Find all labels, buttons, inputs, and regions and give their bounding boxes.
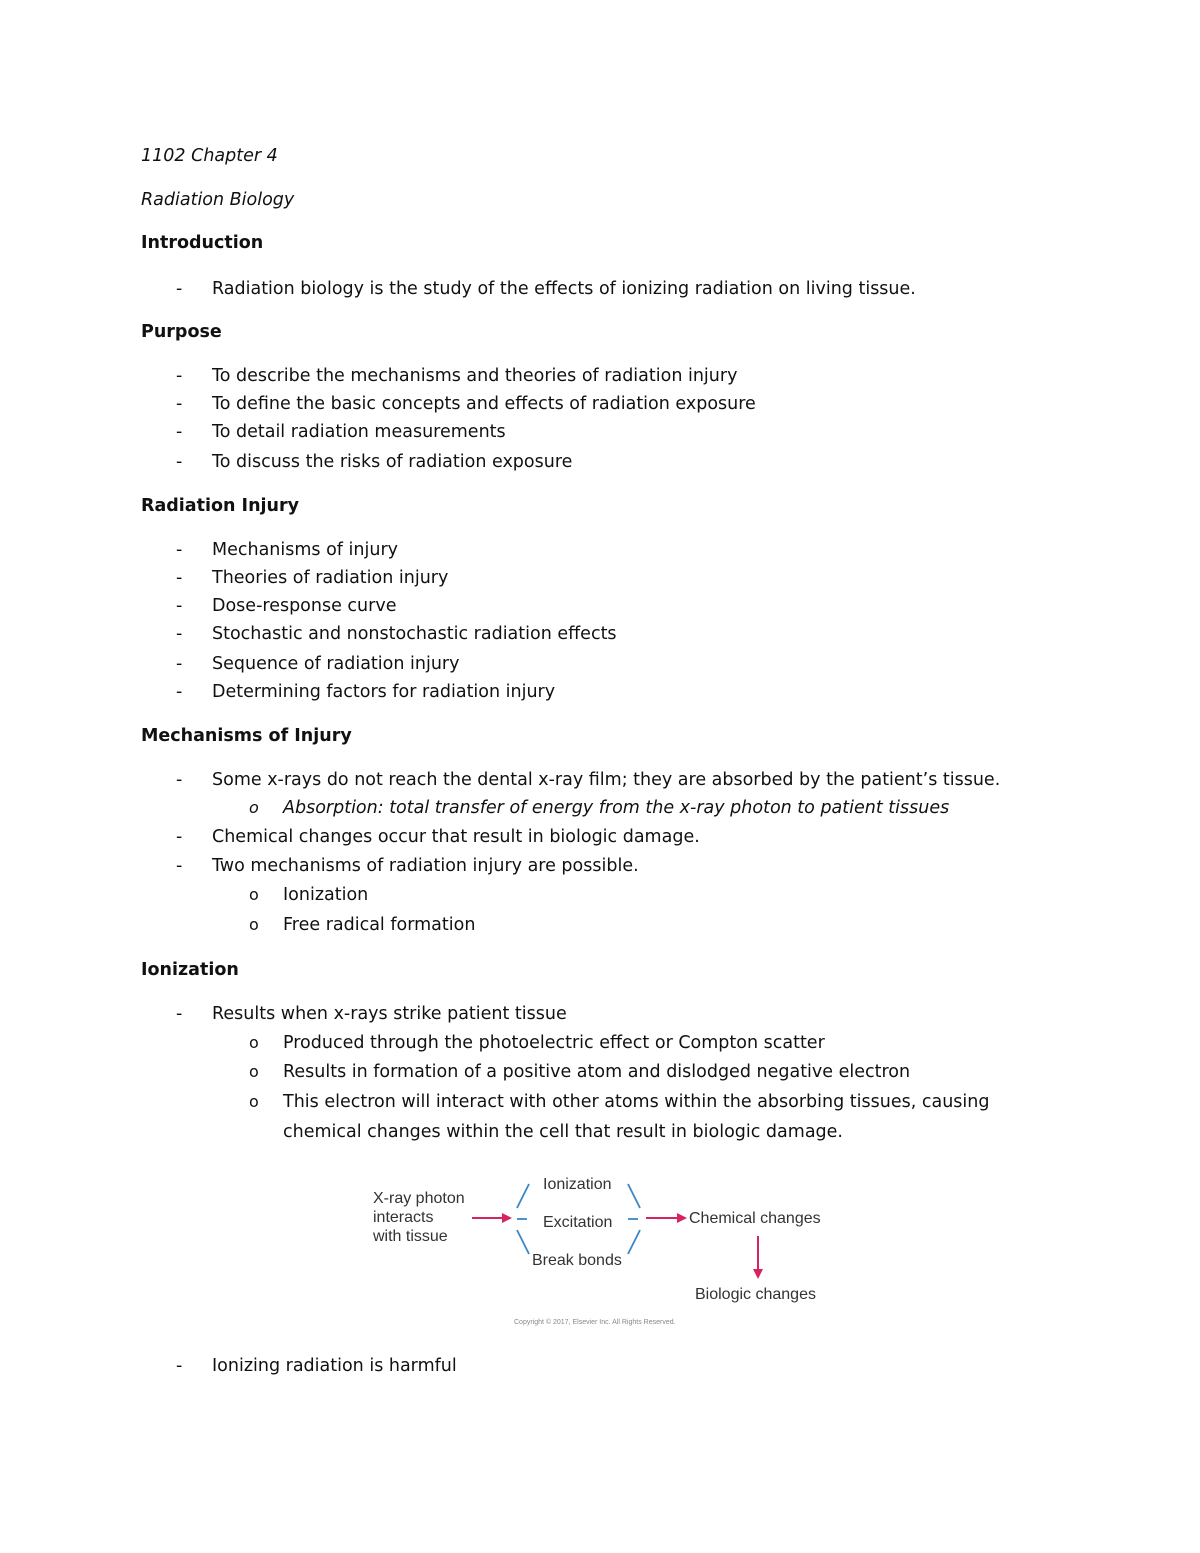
list-item: To detail radiation measurements xyxy=(212,422,506,442)
bullet-dash: - xyxy=(176,1356,183,1376)
bullet-dash: - xyxy=(176,279,183,299)
bullet-dash: - xyxy=(176,682,183,702)
list-item: Chemical changes occur that result in biologic damage. xyxy=(212,827,700,847)
bullet-o: o xyxy=(249,915,259,934)
bullet-dash: - xyxy=(176,1004,183,1024)
bullet-dash: - xyxy=(176,568,183,588)
sub-list-item: Absorption: total transfer of energy from the x-ray photon to patient tissues xyxy=(283,798,950,818)
figure-chemical-changes: Chemical changes xyxy=(689,1210,821,1227)
list-item: Mechanisms of injury xyxy=(212,540,398,560)
list-item: Sequence of radiation injury xyxy=(212,654,460,674)
heading-ionization: Ionization xyxy=(141,960,239,980)
bullet-dash: - xyxy=(176,540,183,560)
sub-list-item: Results in formation of a positive atom and dislodged negative electron xyxy=(283,1062,911,1082)
right-bracket-lower xyxy=(628,1230,640,1254)
bullet-o: o xyxy=(249,1033,259,1052)
left-bracket-upper xyxy=(517,1184,529,1208)
list-item: Radiation biology is the study of the effects of ionizing radiation on living tissue. xyxy=(212,279,916,299)
bullet-dash: - xyxy=(176,452,183,472)
radiation-injury-flow-diagram xyxy=(360,1168,840,1333)
bullet-dash: - xyxy=(176,422,183,442)
list-item: Dose-response curve xyxy=(212,596,397,616)
doc-title: 1102 Chapter 4 xyxy=(141,146,278,166)
right-bracket-upper xyxy=(628,1184,640,1208)
figure-source-line-3: with tissue xyxy=(373,1228,448,1245)
list-item: Stochastic and nonstochastic radiation effects xyxy=(212,624,617,644)
bullet-dash: - xyxy=(176,654,183,674)
figure-source-line-1: X-ray photon xyxy=(373,1190,465,1207)
sub-list-item: This electron will interact with other atoms within the absorbing tissues, causing xyxy=(283,1092,990,1112)
list-item: To define the basic concepts and effects of radiation exposure xyxy=(212,394,756,414)
heading-purpose: Purpose xyxy=(141,322,222,342)
list-item: Results when x-rays strike patient tissue xyxy=(212,1004,567,1024)
heading-mechanisms: Mechanisms of Injury xyxy=(141,726,352,746)
figure-copyright: Copyright © 2017, Elsevier Inc. All Rights Reserved. xyxy=(514,1319,676,1326)
list-item: To discuss the risks of radiation exposure xyxy=(212,452,573,472)
figure-source-line-2: interacts xyxy=(373,1209,434,1226)
bullet-dash: - xyxy=(176,856,183,876)
list-item: Determining factors for radiation injury xyxy=(212,682,556,702)
bullet-dash: - xyxy=(176,827,183,847)
bullet-dash: - xyxy=(176,770,183,790)
bullet-o: o xyxy=(249,798,259,817)
bullet-dash: - xyxy=(176,394,183,414)
bullet-o: o xyxy=(249,885,259,904)
bullet-o: o xyxy=(249,1062,259,1081)
sub-list-item: Ionization xyxy=(283,885,369,905)
figure-effect-ionization: Ionization xyxy=(543,1176,612,1193)
list-item: Some x-rays do not reach the dental x-ray film; they are absorbed by the patient’s tissue. xyxy=(212,770,1001,790)
bullet-dash: - xyxy=(176,596,183,616)
left-bracket-lower xyxy=(517,1230,529,1254)
sub-list-item: Free radical formation xyxy=(283,915,476,935)
list-item: Theories of radiation injury xyxy=(212,568,449,588)
sub-list-item-continuation: chemical changes within the cell that result in biologic damage. xyxy=(283,1122,843,1142)
list-item: Ionizing radiation is harmful xyxy=(212,1356,457,1376)
list-item: To describe the mechanisms and theories of radiation injury xyxy=(212,366,738,386)
figure-effect-break-bonds: Break bonds xyxy=(532,1252,622,1269)
list-item: Two mechanisms of radiation injury are possible. xyxy=(212,856,639,876)
heading-introduction: Introduction xyxy=(141,233,264,253)
figure-biologic-changes: Biologic changes xyxy=(695,1286,816,1303)
bullet-dash: - xyxy=(176,624,183,644)
bullet-dash: - xyxy=(176,366,183,386)
doc-subtitle: Radiation Biology xyxy=(141,190,295,210)
sub-list-item: Produced through the photoelectric effect or Compton scatter xyxy=(283,1033,825,1053)
bullet-o: o xyxy=(249,1092,259,1111)
figure-effect-excitation: Excitation xyxy=(543,1214,613,1231)
heading-radiation-injury: Radiation Injury xyxy=(141,496,300,516)
